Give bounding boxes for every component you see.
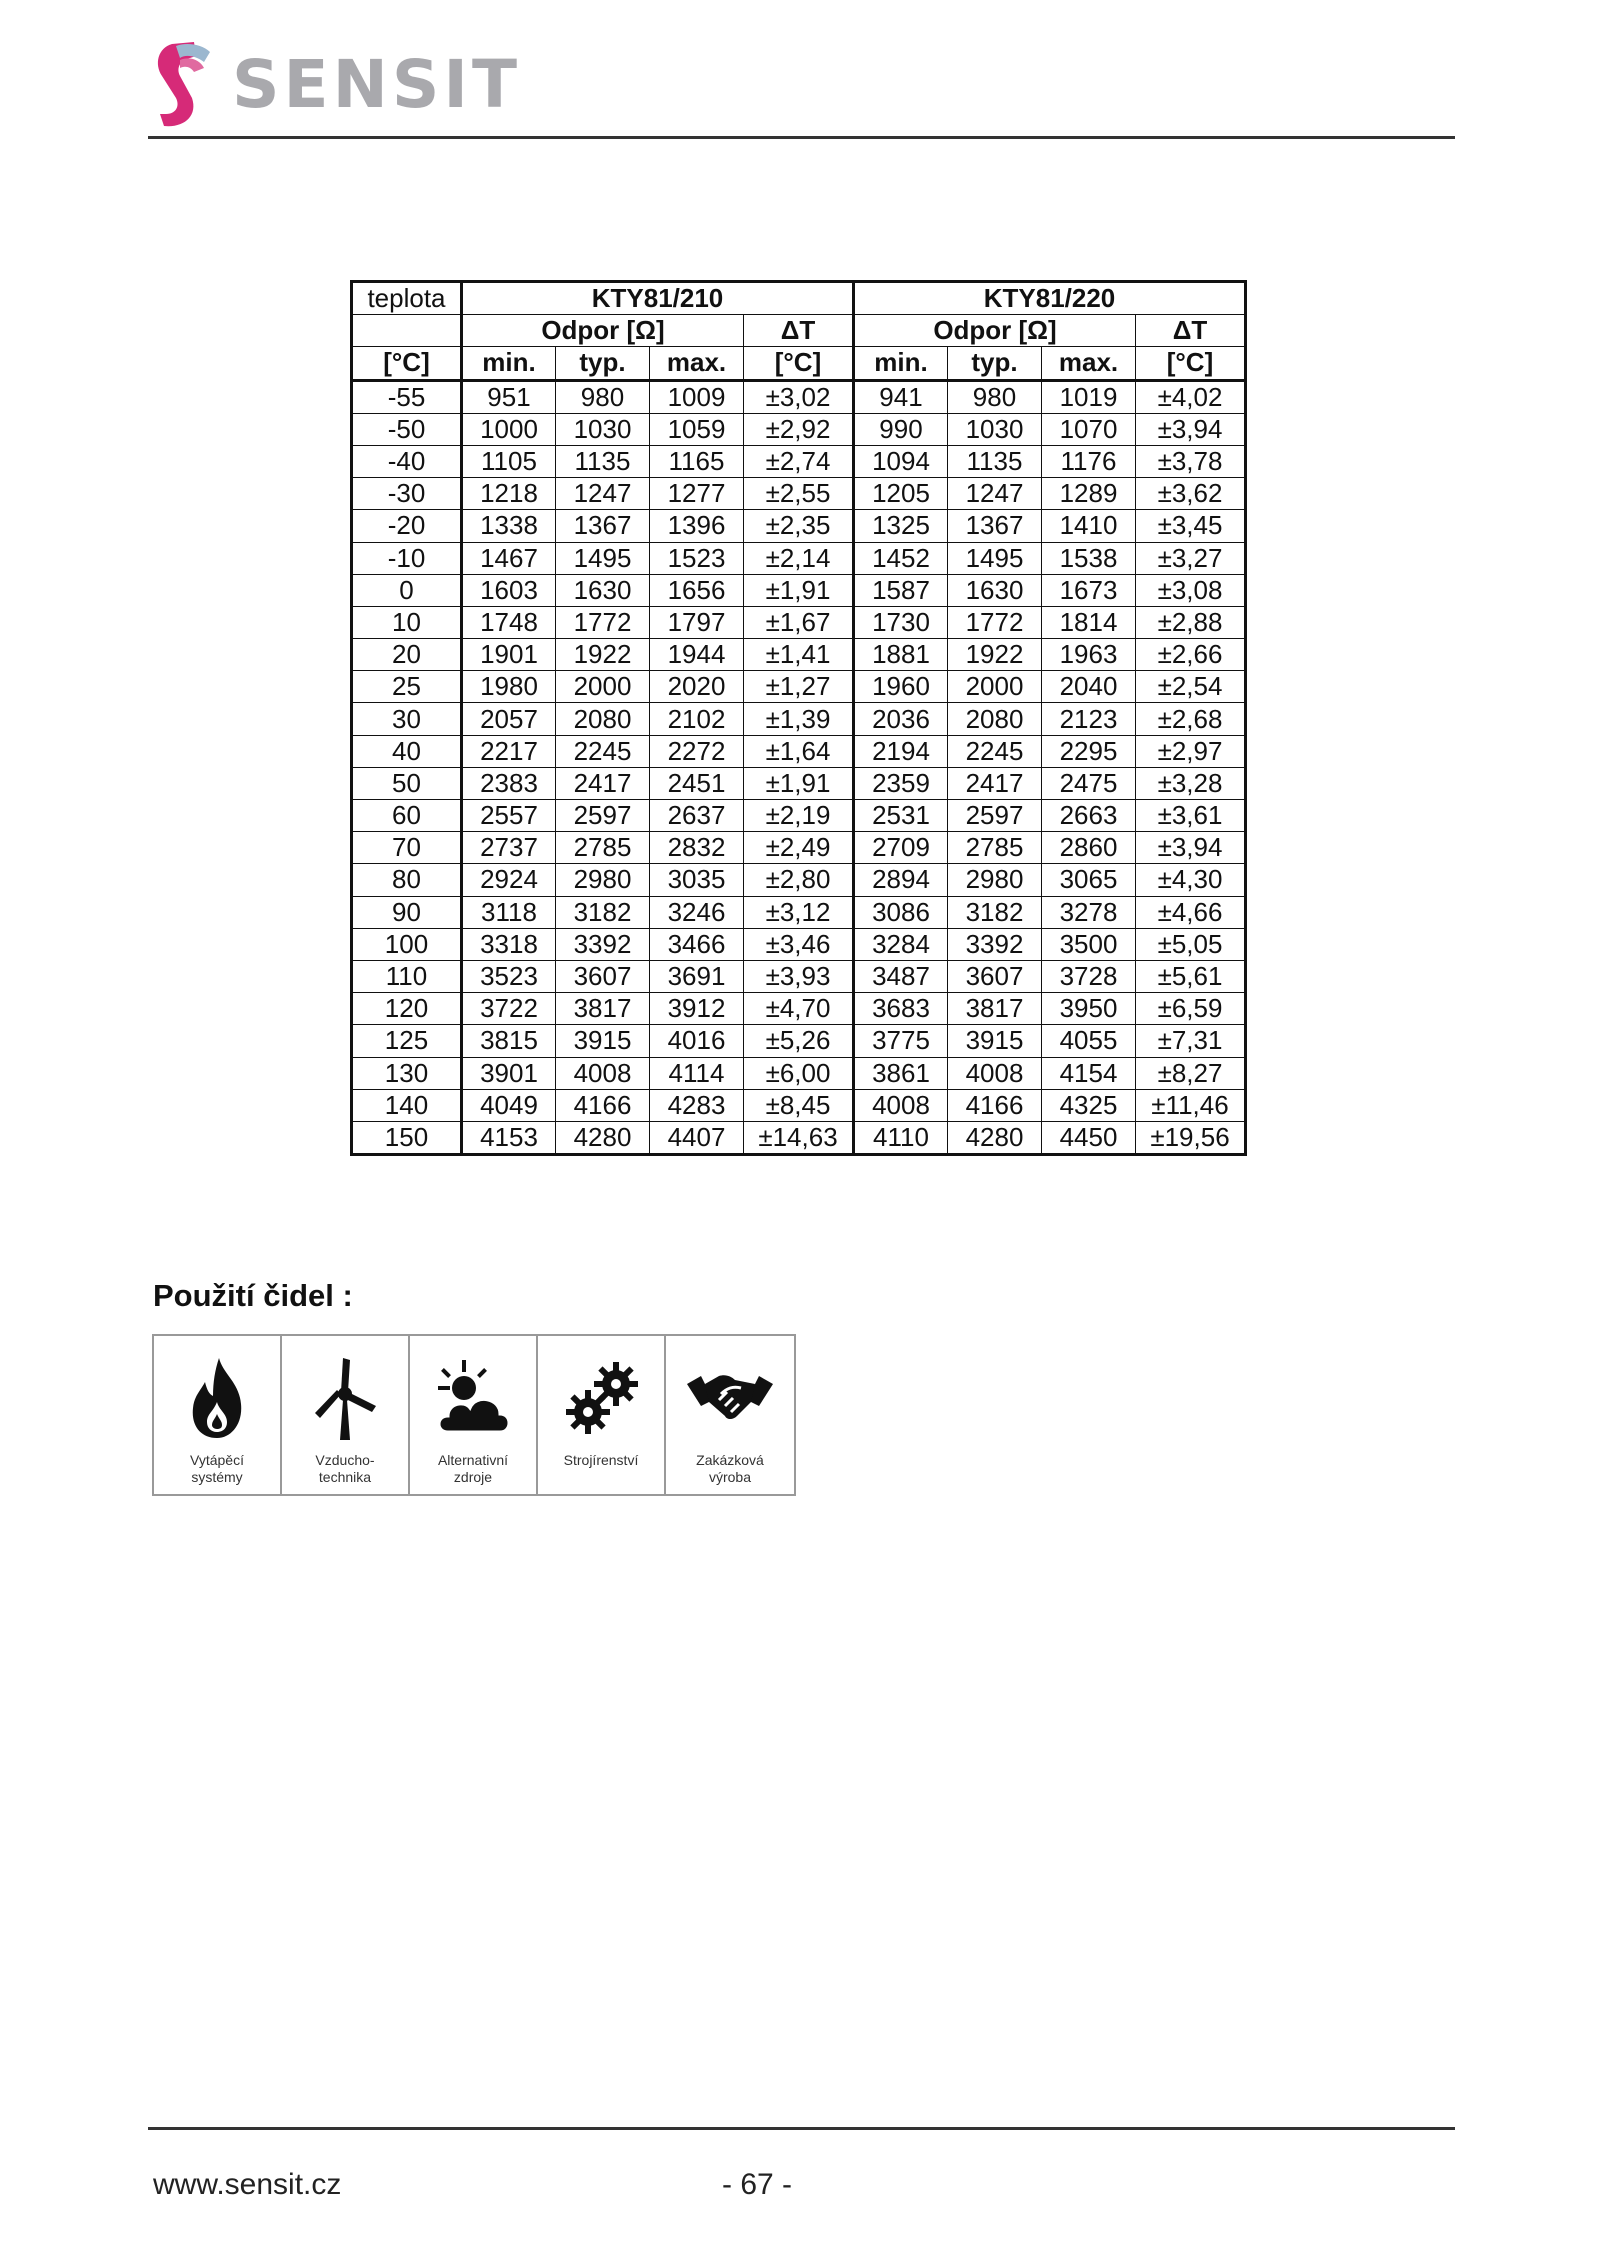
table-row xyxy=(352,639,1246,671)
value-cell: 1960 xyxy=(854,671,948,703)
value-cell: 3728 xyxy=(1042,960,1136,992)
value-cell: ±3,61 xyxy=(1136,800,1246,832)
value-cell: 2272 xyxy=(650,735,744,767)
value-cell: 3950 xyxy=(1042,993,1136,1025)
value-cell: 1495 xyxy=(556,542,650,574)
value-cell: 2040 xyxy=(1042,671,1136,703)
value-cell: ±2,54 xyxy=(1136,671,1246,703)
value-cell: 3065 xyxy=(1042,864,1136,896)
value-cell: ±2,49 xyxy=(744,832,854,864)
value-cell: ±2,88 xyxy=(1136,606,1246,638)
subheader: [°C] xyxy=(1136,347,1246,380)
value-cell: ±5,26 xyxy=(744,1025,854,1057)
table-row xyxy=(352,1089,1246,1121)
value-cell: ±6,00 xyxy=(744,1057,854,1089)
table-row xyxy=(352,864,1246,896)
value-cell: 1467 xyxy=(462,542,556,574)
value-cell: 2785 xyxy=(556,832,650,864)
value-cell: 1630 xyxy=(948,574,1042,606)
applications-grid xyxy=(152,1334,796,1496)
value-cell: 3182 xyxy=(948,896,1042,928)
value-cell: 4154 xyxy=(1042,1057,1136,1089)
value-cell: ±3,08 xyxy=(1136,574,1246,606)
wind-turbine-icon xyxy=(310,1354,380,1442)
value-cell: 2000 xyxy=(556,671,650,703)
value-cell: 4008 xyxy=(854,1089,948,1121)
value-cell: 1396 xyxy=(650,510,744,542)
temperature-cell: 90 xyxy=(352,896,462,928)
header-rule xyxy=(148,136,1455,139)
subheader: max. xyxy=(1042,347,1136,380)
value-cell: 1673 xyxy=(1042,574,1136,606)
value-cell: 2383 xyxy=(462,767,556,799)
value-cell: ±4,02 xyxy=(1136,380,1246,413)
value-cell: 2785 xyxy=(948,832,1042,864)
value-cell: 1797 xyxy=(650,606,744,638)
value-cell: 3118 xyxy=(462,896,556,928)
temperature-cell: -50 xyxy=(352,413,462,445)
value-cell: 2531 xyxy=(854,800,948,832)
value-cell: 3915 xyxy=(948,1025,1042,1057)
value-cell: 1963 xyxy=(1042,639,1136,671)
value-cell: 2036 xyxy=(854,703,948,735)
value-cell: 1603 xyxy=(462,574,556,606)
value-cell: ±5,05 xyxy=(1136,928,1246,960)
value-cell: 1030 xyxy=(948,413,1042,445)
temperature-cell: 0 xyxy=(352,574,462,606)
group-1-name: KTY81/210 xyxy=(462,282,854,315)
value-cell: 980 xyxy=(948,380,1042,413)
value-cell: 4280 xyxy=(948,1121,1042,1154)
value-cell: 3278 xyxy=(1042,896,1136,928)
value-cell: 2217 xyxy=(462,735,556,767)
value-cell: 3861 xyxy=(854,1057,948,1089)
applications-title: Použití čidel : xyxy=(153,1278,353,1313)
app-label: Zakázková výroba xyxy=(696,1452,764,1485)
value-cell: 3607 xyxy=(556,960,650,992)
temperature-cell: 140 xyxy=(352,1089,462,1121)
value-cell: 1000 xyxy=(462,413,556,445)
app-label: Vytápěcí systémy xyxy=(190,1452,244,1485)
table-row xyxy=(352,928,1246,960)
handshake-icon xyxy=(685,1354,775,1442)
logo-text: SENSIT xyxy=(232,45,521,123)
value-cell: 3392 xyxy=(948,928,1042,960)
value-cell: 3086 xyxy=(854,896,948,928)
value-cell: ±1,41 xyxy=(744,639,854,671)
value-cell: 2637 xyxy=(650,800,744,832)
temperature-cell: 150 xyxy=(352,1121,462,1154)
app-label: Vzducho- technika xyxy=(315,1452,375,1485)
value-cell: 1059 xyxy=(650,413,744,445)
table-row xyxy=(352,1057,1246,1089)
value-cell: 1218 xyxy=(462,478,556,510)
app-tile-hvac xyxy=(282,1336,410,1494)
value-cell: ±2,35 xyxy=(744,510,854,542)
value-cell: 4008 xyxy=(948,1057,1042,1089)
value-cell: 2020 xyxy=(650,671,744,703)
value-cell: 1367 xyxy=(556,510,650,542)
value-cell: ±3,78 xyxy=(1136,445,1246,477)
temperature-cell: 40 xyxy=(352,735,462,767)
value-cell: 1944 xyxy=(650,639,744,671)
value-cell: 1495 xyxy=(948,542,1042,574)
app-tile-heating xyxy=(154,1336,282,1494)
value-cell: ±1,27 xyxy=(744,671,854,703)
value-cell: ±3,12 xyxy=(744,896,854,928)
value-cell: 2832 xyxy=(650,832,744,864)
value-cell: ±2,66 xyxy=(1136,639,1246,671)
value-cell: ±8,27 xyxy=(1136,1057,1246,1089)
table-row xyxy=(352,832,1246,864)
value-cell: 3683 xyxy=(854,993,948,1025)
value-cell: 4055 xyxy=(1042,1025,1136,1057)
table-row xyxy=(352,671,1246,703)
value-cell: 4283 xyxy=(650,1089,744,1121)
temperature-cell: 60 xyxy=(352,800,462,832)
value-cell: ±1,91 xyxy=(744,767,854,799)
value-cell: 2894 xyxy=(854,864,948,896)
gears-icon xyxy=(558,1354,644,1442)
value-cell: 3817 xyxy=(556,993,650,1025)
temperature-cell: 50 xyxy=(352,767,462,799)
value-cell: ±3,02 xyxy=(744,380,854,413)
subheader: typ. xyxy=(948,347,1042,380)
temperature-cell: 30 xyxy=(352,703,462,735)
value-cell: 1247 xyxy=(948,478,1042,510)
value-cell: ±5,61 xyxy=(1136,960,1246,992)
value-cell: ±7,31 xyxy=(1136,1025,1246,1057)
value-cell: ±6,59 xyxy=(1136,993,1246,1025)
value-cell: 980 xyxy=(556,380,650,413)
value-cell: ±2,19 xyxy=(744,800,854,832)
value-cell: ±2,55 xyxy=(744,478,854,510)
value-cell: 1587 xyxy=(854,574,948,606)
value-cell: ±3,46 xyxy=(744,928,854,960)
group-1-delta-label: ΔT xyxy=(744,315,854,347)
value-cell: 1410 xyxy=(1042,510,1136,542)
value-cell: 3901 xyxy=(462,1057,556,1089)
footer-rule xyxy=(148,2127,1455,2130)
value-cell: 3817 xyxy=(948,993,1042,1025)
value-cell: 2000 xyxy=(948,671,1042,703)
temperature-cell: 110 xyxy=(352,960,462,992)
subheader: min. xyxy=(462,347,556,380)
temperature-cell: -10 xyxy=(352,542,462,574)
value-cell: 3035 xyxy=(650,864,744,896)
value-cell: 1538 xyxy=(1042,542,1136,574)
value-cell: ±3,27 xyxy=(1136,542,1246,574)
value-cell: 3722 xyxy=(462,993,556,1025)
temperature-cell: -55 xyxy=(352,380,462,413)
value-cell: 3523 xyxy=(462,960,556,992)
subheader: min. xyxy=(854,347,948,380)
table-row xyxy=(352,380,1246,413)
value-cell: 3775 xyxy=(854,1025,948,1057)
value-cell: 951 xyxy=(462,380,556,413)
value-cell: ±4,30 xyxy=(1136,864,1246,896)
value-cell: ±3,94 xyxy=(1136,413,1246,445)
value-cell: 2417 xyxy=(948,767,1042,799)
value-cell: 2709 xyxy=(854,832,948,864)
value-cell: 1922 xyxy=(948,639,1042,671)
value-cell: 2451 xyxy=(650,767,744,799)
temperature-cell: 80 xyxy=(352,864,462,896)
value-cell: 1901 xyxy=(462,639,556,671)
subheader: typ. xyxy=(556,347,650,380)
temperature-cell: 120 xyxy=(352,993,462,1025)
table-row xyxy=(352,445,1246,477)
value-cell: 4450 xyxy=(1042,1121,1136,1154)
value-cell: ±19,56 xyxy=(1136,1121,1246,1154)
temperature-cell: 10 xyxy=(352,606,462,638)
value-cell: 2417 xyxy=(556,767,650,799)
value-cell: 4110 xyxy=(854,1121,948,1154)
table-row xyxy=(352,510,1246,542)
value-cell: 1289 xyxy=(1042,478,1136,510)
value-cell: 1748 xyxy=(462,606,556,638)
value-cell: 1135 xyxy=(948,445,1042,477)
value-cell: 4049 xyxy=(462,1089,556,1121)
value-cell: 3912 xyxy=(650,993,744,1025)
value-cell: ±2,14 xyxy=(744,542,854,574)
value-cell: ±11,46 xyxy=(1136,1089,1246,1121)
app-label: Strojírenství xyxy=(563,1452,639,1468)
value-cell: 2057 xyxy=(462,703,556,735)
table-row xyxy=(352,767,1246,799)
value-cell: ±1,64 xyxy=(744,735,854,767)
value-cell: 1980 xyxy=(462,671,556,703)
table-row xyxy=(352,478,1246,510)
table-row xyxy=(352,800,1246,832)
sun-cloud-icon xyxy=(430,1354,516,1442)
table-row xyxy=(352,960,1246,992)
value-cell: 2980 xyxy=(948,864,1042,896)
temperature-cell: 25 xyxy=(352,671,462,703)
value-cell: 1772 xyxy=(948,606,1042,638)
flame-icon xyxy=(185,1354,249,1442)
resistance-table-wrapper xyxy=(350,280,1247,1156)
value-cell: 3392 xyxy=(556,928,650,960)
table-row xyxy=(352,896,1246,928)
value-cell: 2245 xyxy=(556,735,650,767)
app-label: Alternativní zdroje xyxy=(437,1452,509,1485)
value-cell: 1094 xyxy=(854,445,948,477)
value-cell: 2080 xyxy=(556,703,650,735)
value-cell: 4325 xyxy=(1042,1089,1136,1121)
value-cell: 4280 xyxy=(556,1121,650,1154)
value-cell: 4166 xyxy=(556,1089,650,1121)
value-cell: 1730 xyxy=(854,606,948,638)
value-cell: 2860 xyxy=(1042,832,1136,864)
table-row xyxy=(352,1121,1246,1154)
value-cell: ±3,93 xyxy=(744,960,854,992)
temp-header-spacer xyxy=(352,315,462,347)
value-cell: 941 xyxy=(854,380,948,413)
app-tile-alternative-sources xyxy=(410,1336,538,1494)
value-cell: 3487 xyxy=(854,960,948,992)
value-cell: 2295 xyxy=(1042,735,1136,767)
value-cell: 4114 xyxy=(650,1057,744,1089)
value-cell: 2245 xyxy=(948,735,1042,767)
value-cell: ±14,63 xyxy=(744,1121,854,1154)
value-cell: ±1,91 xyxy=(744,574,854,606)
value-cell: 2557 xyxy=(462,800,556,832)
value-cell: 3691 xyxy=(650,960,744,992)
table-row xyxy=(352,574,1246,606)
table-row xyxy=(352,735,1246,767)
value-cell: 2080 xyxy=(948,703,1042,735)
value-cell: 1105 xyxy=(462,445,556,477)
value-cell: 2475 xyxy=(1042,767,1136,799)
value-cell: 1135 xyxy=(556,445,650,477)
group-2-name: KTY81/220 xyxy=(854,282,1246,315)
value-cell: 3182 xyxy=(556,896,650,928)
value-cell: ±2,92 xyxy=(744,413,854,445)
value-cell: 2359 xyxy=(854,767,948,799)
value-cell: 3318 xyxy=(462,928,556,960)
value-cell: 1325 xyxy=(854,510,948,542)
value-cell: 1176 xyxy=(1042,445,1136,477)
sensit-logo xyxy=(150,38,521,130)
value-cell: 3284 xyxy=(854,928,948,960)
subheader: [°C] xyxy=(744,347,854,380)
group-2-delta-label: ΔT xyxy=(1136,315,1246,347)
value-cell: 1922 xyxy=(556,639,650,671)
value-cell: 1205 xyxy=(854,478,948,510)
value-cell: 2924 xyxy=(462,864,556,896)
group-2-resistance-label: Odpor [Ω] xyxy=(854,315,1136,347)
table-row xyxy=(352,1025,1246,1057)
temperature-cell: -30 xyxy=(352,478,462,510)
value-cell: 1165 xyxy=(650,445,744,477)
value-cell: ±2,97 xyxy=(1136,735,1246,767)
value-cell: 1070 xyxy=(1042,413,1136,445)
table-row xyxy=(352,606,1246,638)
value-cell: 3466 xyxy=(650,928,744,960)
value-cell: 1630 xyxy=(556,574,650,606)
page-number: - 67 - xyxy=(722,2168,793,2201)
value-cell: 2980 xyxy=(556,864,650,896)
value-cell: 1772 xyxy=(556,606,650,638)
value-cell: 1277 xyxy=(650,478,744,510)
value-cell: ±1,67 xyxy=(744,606,854,638)
value-cell: 1019 xyxy=(1042,380,1136,413)
value-cell: ±3,45 xyxy=(1136,510,1246,542)
value-cell: ±2,74 xyxy=(744,445,854,477)
sensit-logo-icon xyxy=(150,38,220,130)
value-cell: ±1,39 xyxy=(744,703,854,735)
value-cell: ±4,66 xyxy=(1136,896,1246,928)
value-cell: 4008 xyxy=(556,1057,650,1089)
value-cell: ±2,68 xyxy=(1136,703,1246,735)
value-cell: 3915 xyxy=(556,1025,650,1057)
value-cell: 1452 xyxy=(854,542,948,574)
value-cell: ±3,62 xyxy=(1136,478,1246,510)
value-cell: 990 xyxy=(854,413,948,445)
app-tile-engineering xyxy=(538,1336,666,1494)
value-cell: 1009 xyxy=(650,380,744,413)
temperature-cell: 125 xyxy=(352,1025,462,1057)
value-cell: 1656 xyxy=(650,574,744,606)
value-cell: 3607 xyxy=(948,960,1042,992)
value-cell: 2123 xyxy=(1042,703,1136,735)
value-cell: 1367 xyxy=(948,510,1042,542)
value-cell: 2194 xyxy=(854,735,948,767)
value-cell: 1814 xyxy=(1042,606,1136,638)
value-cell: 3246 xyxy=(650,896,744,928)
value-cell: ±3,94 xyxy=(1136,832,1246,864)
value-cell: 3500 xyxy=(1042,928,1136,960)
temperature-cell: 100 xyxy=(352,928,462,960)
resistance-table xyxy=(350,280,1247,1156)
value-cell: 1523 xyxy=(650,542,744,574)
table-row xyxy=(352,413,1246,445)
app-tile-custom-production xyxy=(666,1336,794,1494)
group-1-resistance-label: Odpor [Ω] xyxy=(462,315,744,347)
temperature-cell: -20 xyxy=(352,510,462,542)
temp-header: teplota xyxy=(352,282,462,315)
value-cell: 2597 xyxy=(948,800,1042,832)
table-body xyxy=(352,380,1246,1155)
value-cell: 4407 xyxy=(650,1121,744,1154)
value-cell: 1030 xyxy=(556,413,650,445)
temperature-cell: 70 xyxy=(352,832,462,864)
temp-unit-header: [°C] xyxy=(352,347,462,380)
temperature-cell: 130 xyxy=(352,1057,462,1089)
value-cell: 1881 xyxy=(854,639,948,671)
value-cell: 1338 xyxy=(462,510,556,542)
value-cell: 2597 xyxy=(556,800,650,832)
table-row xyxy=(352,703,1246,735)
value-cell: ±8,45 xyxy=(744,1089,854,1121)
value-cell: 4166 xyxy=(948,1089,1042,1121)
value-cell: 2102 xyxy=(650,703,744,735)
subheader: max. xyxy=(650,347,744,380)
value-cell: 4153 xyxy=(462,1121,556,1154)
value-cell: 2663 xyxy=(1042,800,1136,832)
value-cell: ±2,80 xyxy=(744,864,854,896)
value-cell: ±3,28 xyxy=(1136,767,1246,799)
value-cell: 2737 xyxy=(462,832,556,864)
value-cell: 1247 xyxy=(556,478,650,510)
value-cell: ±4,70 xyxy=(744,993,854,1025)
table-row xyxy=(352,993,1246,1025)
value-cell: 3815 xyxy=(462,1025,556,1057)
table-row xyxy=(352,542,1246,574)
temperature-cell: 20 xyxy=(352,639,462,671)
temperature-cell: -40 xyxy=(352,445,462,477)
value-cell: 4016 xyxy=(650,1025,744,1057)
footer-url: www.sensit.cz xyxy=(153,2168,342,2201)
